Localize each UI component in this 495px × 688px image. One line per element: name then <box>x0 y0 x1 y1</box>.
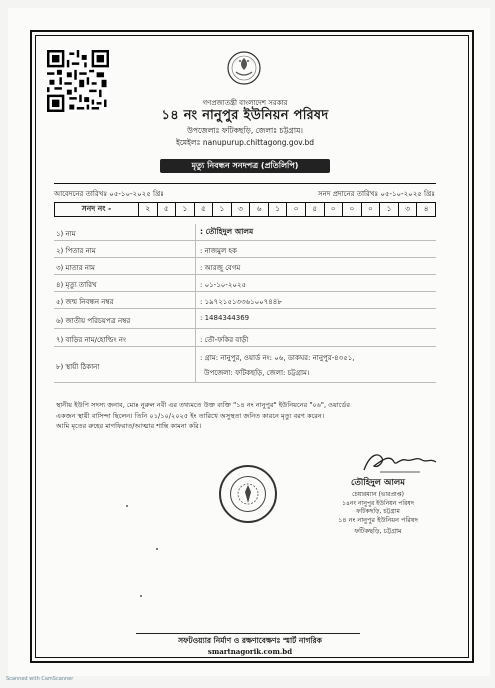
field-value: : আরজু বেগম <box>200 264 241 272</box>
sanad-digit: ৫ <box>194 203 213 217</box>
field-label: ৬) জাতীয় পরিচয়পত্র নম্বর <box>56 317 131 325</box>
sanad-label: সনদ নং - <box>55 203 139 217</box>
upazila-line: উপজেলাঃ ফটিকছড়ি, জেলাঃ চট্টগ্রাম। <box>187 126 303 135</box>
field-value: : 1484344369 <box>200 314 250 322</box>
sanad-digit: ১ <box>213 203 232 217</box>
signatory-office: ১৪নং নানুপুর ইউনিয়ন পরিষদ <box>342 500 414 507</box>
software-credit: সফটওয়্যার নির্মাণ ও রক্ষণাবেক্ষণঃ স্মার্ট নাগরিক <box>178 636 322 645</box>
field-value: : ১৯৭২১৫১৩৩৬১০০৭৪৪৮ <box>200 298 282 306</box>
field-value: : নাজমুল হক <box>200 247 237 255</box>
sanad-digit: ২ <box>139 203 158 217</box>
statement-line: একজন স্থায়ী বাসিন্দা ছিলেন। তিনি ০১/১০/২০২৫ ইং তারিখে অসুস্থতা জনিত কারনে মৃত্যু বরণ করেন। <box>56 411 325 420</box>
sanad-digit: ৩ <box>398 203 417 217</box>
statement-paragraph <box>56 400 438 432</box>
divider <box>54 183 436 184</box>
sanad-number-table <box>54 202 436 217</box>
field-label: ৮) স্থায়ী ঠিকানা <box>56 363 100 371</box>
field-value-line2: উপজেলা: ফটিকছড়ি, জেলা: চট্টগ্রাম। <box>204 369 310 377</box>
field-label: ২) পিতার নাম <box>56 247 96 255</box>
scan-speck <box>126 505 128 507</box>
sanad-digit: ৩ <box>231 203 250 217</box>
signatory-office-2: ১৪ নং নানুপুর ইউনিয়ন পরিষদ <box>338 516 418 524</box>
signatory-name: তৌহিদুল আলম <box>351 478 405 488</box>
sanad-digit: ১ <box>176 203 195 217</box>
signatory-designation: চেয়ারম্যান (ভারপ্রাপ্ত) <box>352 491 404 498</box>
field-row-birth-reg <box>54 292 436 309</box>
field-label: ৩) মাতার নাম <box>56 264 95 272</box>
field-value: : ০১-১০-২০২৫ <box>200 281 247 289</box>
scanner-watermark: Scanned with CamScanner <box>6 676 74 682</box>
field-label: ৭) বাড়ির নাম/হোল্ডিং নং <box>56 336 126 344</box>
government-name: গণপ্রজাতন্ত্রী বাংলাদেশ সরকার <box>202 99 288 107</box>
field-row-mother <box>54 258 436 275</box>
sanad-digit: ১ <box>268 203 287 217</box>
email-line: ইমেইলঃ nanupurup.chittagong.gov.bd <box>175 138 315 147</box>
field-row-address <box>54 347 436 383</box>
sanad-digit: ৫ <box>157 203 176 217</box>
sanad-digit: ৪ <box>417 203 436 217</box>
field-value: : তৌ-ফকির বাড়ী <box>200 336 249 344</box>
scan-speck <box>156 548 158 550</box>
field-row-death-date <box>54 275 436 292</box>
sanad-digit: ০ <box>324 203 343 217</box>
sanad-digit: ৬ <box>250 203 269 217</box>
field-row-nid <box>54 309 436 329</box>
statement-line: স্থানীয় ইউপি সদস্য জনাব, মোঃ নুরুল নবী এর তথ্যমতে উক্ত ব্যক্তি "১৪ নং নানুপুর" ইউনিয়নের "০৬", ওয়ার্ডের <box>56 401 350 409</box>
qr-code-icon <box>47 50 109 112</box>
certificate-title: মৃত্যু নিবন্ধন সনদপত্র (প্রতিলিপি) <box>160 159 330 173</box>
sanad-digit: ৫ <box>305 203 324 217</box>
software-website: smartnagorik.com.bd <box>207 647 293 656</box>
sanad-digit: ০ <box>361 203 380 217</box>
seal-emblem-icon <box>236 482 260 506</box>
issue-date: সনদ প্রদানের তারিখঃ ০৫-১০-২০২৫ খ্রিঃ <box>318 190 435 198</box>
application-date: আবেদনের তারিখঃ ০৫-১০-২০২৫ খ্রিঃ <box>54 190 164 198</box>
field-row-house <box>54 329 436 347</box>
field-value: : গ্রাম: নানুপুর, ওয়ার্ড নং: ০৬, ডাকঘর: নানুপুর-৪৩৫১, <box>200 354 355 362</box>
sanad-digit: ১ <box>380 203 399 217</box>
sanad-digit: ০ <box>343 203 362 217</box>
field-label: ১) নাম <box>56 230 76 238</box>
field-value: : তৌহিদুল আলম <box>200 227 254 236</box>
statement-line: আমি মৃতের রুহের মাগফিরাত/আত্মার শান্তি কামনা করি। <box>56 422 202 430</box>
footer-divider <box>136 633 360 634</box>
government-emblem-icon <box>226 50 262 86</box>
sanad-digit: ০ <box>287 203 306 217</box>
field-label: ৫) জন্ম নিবন্ধন নম্বর <box>56 298 114 306</box>
field-row-father <box>54 241 436 258</box>
scan-speck <box>140 595 142 597</box>
field-row-name <box>54 224 436 241</box>
field-label: ৪) মৃত্যু তারিখ <box>56 281 97 289</box>
signature-icon <box>360 448 440 476</box>
union-parishad-title: ১৪ নং নানুপুর ইউনিয়ন পরিষদ <box>161 108 329 123</box>
signatory-location: ফটিকছড়ি, চট্টগ্রাম <box>356 508 400 515</box>
signatory-location-2: ফটিকছড়ি, চট্টগ্রাম <box>354 527 402 535</box>
